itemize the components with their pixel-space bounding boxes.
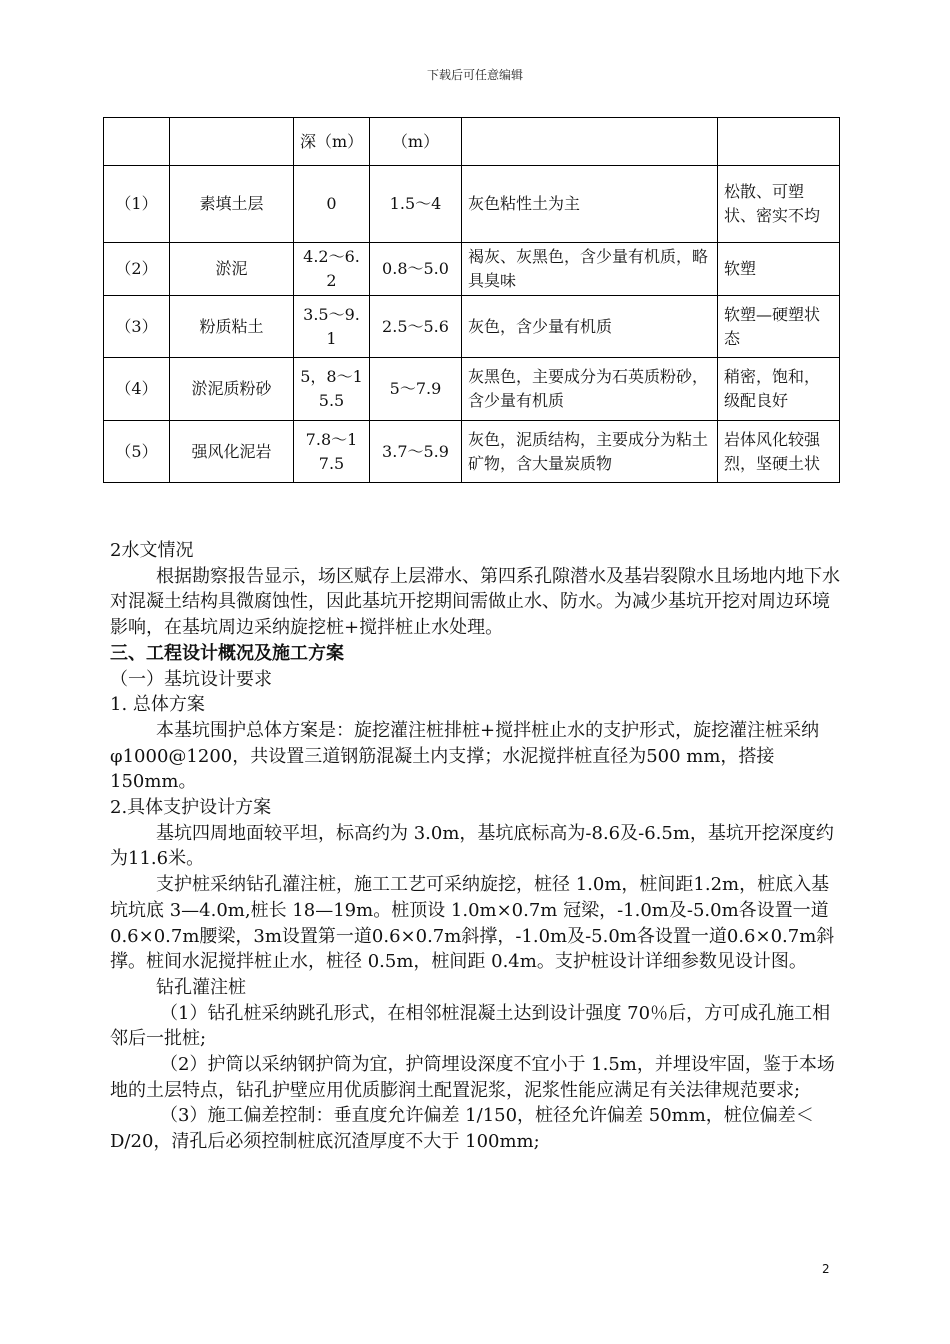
table-header-row bbox=[104, 118, 840, 166]
table-cell: 3.7～5.9 bbox=[370, 421, 462, 483]
body-text bbox=[110, 538, 840, 1155]
table-cell: 粉质粘土 bbox=[170, 296, 294, 358]
paragraph: 本基坑围护总体方案是：旋挖灌注桩排桩+搅拌桩止水的支护形式，旋挖灌注桩采纳 φ1000@1200，共设置三道钢筋混凝土内支撑；水泥搅拌桩直径为500 mm，搭接150mm。 bbox=[110, 719, 820, 793]
table-cell: 灰色粘性土为主 bbox=[462, 166, 718, 243]
paragraph: 基坑四周地面较平坦，标高约为 3.0m，基坑底标高为-8.6及-6.5m，基坑开挖深度约为11.6米。 bbox=[110, 822, 834, 870]
table-cell: 素填土层 bbox=[170, 166, 294, 243]
table-cell: （2） bbox=[104, 243, 170, 296]
paragraph: 根据勘察报告显示，场区赋存上层滞水、第四系孔隙潜水及基岩裂隙水且场地内地下水对混凝土结构具微腐蚀性，因此基坑开挖期间需做止水、防水。为减少基坑开挖对周边环境影响，在基坑周边采纳旋挖桩+搅拌桩止水处理。 bbox=[110, 565, 840, 639]
table-cell: 5，8～15.5 bbox=[294, 358, 370, 421]
table-cell: 松散、可塑状、密实不均 bbox=[718, 166, 840, 243]
table-row bbox=[104, 296, 840, 358]
table-cell: 稍密，饱和，级配良好 bbox=[718, 358, 840, 421]
table-cell: 岩体风化较强烈，坚硬土状 bbox=[718, 421, 840, 483]
table-row bbox=[104, 166, 840, 243]
table-cell: （m） bbox=[370, 118, 462, 166]
table-cell: 1.5～4 bbox=[370, 166, 462, 243]
table-cell: 软塑 bbox=[718, 243, 840, 296]
table-row bbox=[104, 243, 840, 296]
page-number: 2 bbox=[822, 1262, 830, 1276]
paragraph: 支护桩采纳钻孔灌注桩，施工工艺可采纳旋挖，桩径 1.0m，桩间距1.2m，桩底入基坑坑底 3—4.0m,桩长 18—19m。桩顶设 1.0m×0.7m 冠梁，-1.0m及-5.0m各设置一道0.6×0.7m腰梁，3m设置第一道0.6×0.7m斜撑，-1.0m及-5.0m各设置一道0.6×0.7m斜撑。桩间水泥搅拌桩止水，桩径 0.5m，桩间距 0.4m。支护桩设计详细参数见设计图。 bbox=[110, 874, 835, 973]
page-header: 下载后可任意编辑 bbox=[426, 68, 523, 82]
table-cell: （5） bbox=[104, 421, 170, 483]
table-cell: 0 bbox=[294, 166, 370, 243]
table-cell: 灰色，含少量有机质 bbox=[462, 296, 718, 358]
paragraph: （1）钻孔桩采纳跳孔形式，在相邻桩混凝土达到设计强度 70％后，方可成孔施工相邻后一批桩; bbox=[110, 1002, 831, 1050]
paragraph: 钻孔灌注桩 bbox=[156, 976, 246, 998]
table-cell bbox=[104, 118, 170, 166]
table-row bbox=[104, 358, 840, 421]
table-cell: 深（m） bbox=[294, 118, 370, 166]
table-cell: （3） bbox=[104, 296, 170, 358]
table-cell: 褐灰、灰黑色，含少量有机质，略具臭味 bbox=[462, 243, 718, 296]
table-cell: （1） bbox=[104, 166, 170, 243]
table-cell: 2.5～5.6 bbox=[370, 296, 462, 358]
table-cell: 淤泥 bbox=[170, 243, 294, 296]
table-cell: 7.8～17.5 bbox=[294, 421, 370, 483]
paragraph: （一）基坑设计要求 bbox=[110, 668, 272, 690]
table-cell: （4） bbox=[104, 358, 170, 421]
paragraph: 2水文情况 bbox=[110, 540, 194, 561]
table-cell: 软塑—硬塑状态 bbox=[718, 296, 840, 358]
table-cell: 4.2～6.2 bbox=[294, 243, 370, 296]
table-cell: 5～7.9 bbox=[370, 358, 462, 421]
table-cell: 灰色，泥质结构，主要成分为粘土矿物，含大量炭质物 bbox=[462, 421, 718, 483]
table-cell: 强风化泥岩 bbox=[170, 421, 294, 483]
table-cell bbox=[170, 118, 294, 166]
paragraph: 2.具体支护设计方案 bbox=[110, 797, 272, 819]
table-cell: 3.5～9.1 bbox=[294, 296, 370, 358]
table-cell: 淤泥质粉砂 bbox=[170, 358, 294, 421]
table-row bbox=[104, 421, 840, 483]
table-cell: 灰黑色，主要成分为石英质粉砂，含少量有机质 bbox=[462, 358, 718, 421]
soil-layer-table bbox=[103, 117, 840, 483]
paragraph: （3）施工偏差控制：垂直度允许偏差 1/150，桩径允许偏差 50mm，桩位偏差＜D/20，清孔后必须控制桩底沉渣厚度不大于 100mm; bbox=[110, 1105, 814, 1153]
table-cell bbox=[462, 118, 718, 166]
section-heading: 三、工程设计概况及施工方案 bbox=[110, 642, 344, 664]
table-cell bbox=[718, 118, 840, 166]
table-cell: 0.8～5.0 bbox=[370, 243, 462, 296]
paragraph: 1. 总体方案 bbox=[110, 694, 205, 716]
paragraph: （2）护筒以采纳钢护筒为宜，护筒埋设深度不宜小于 1.5m，并埋设牢固，鉴于本场地的土层特点，钻孔护壁应用优质膨润土配置泥浆，泥浆性能应满足有关法律规范要求; bbox=[110, 1054, 835, 1101]
